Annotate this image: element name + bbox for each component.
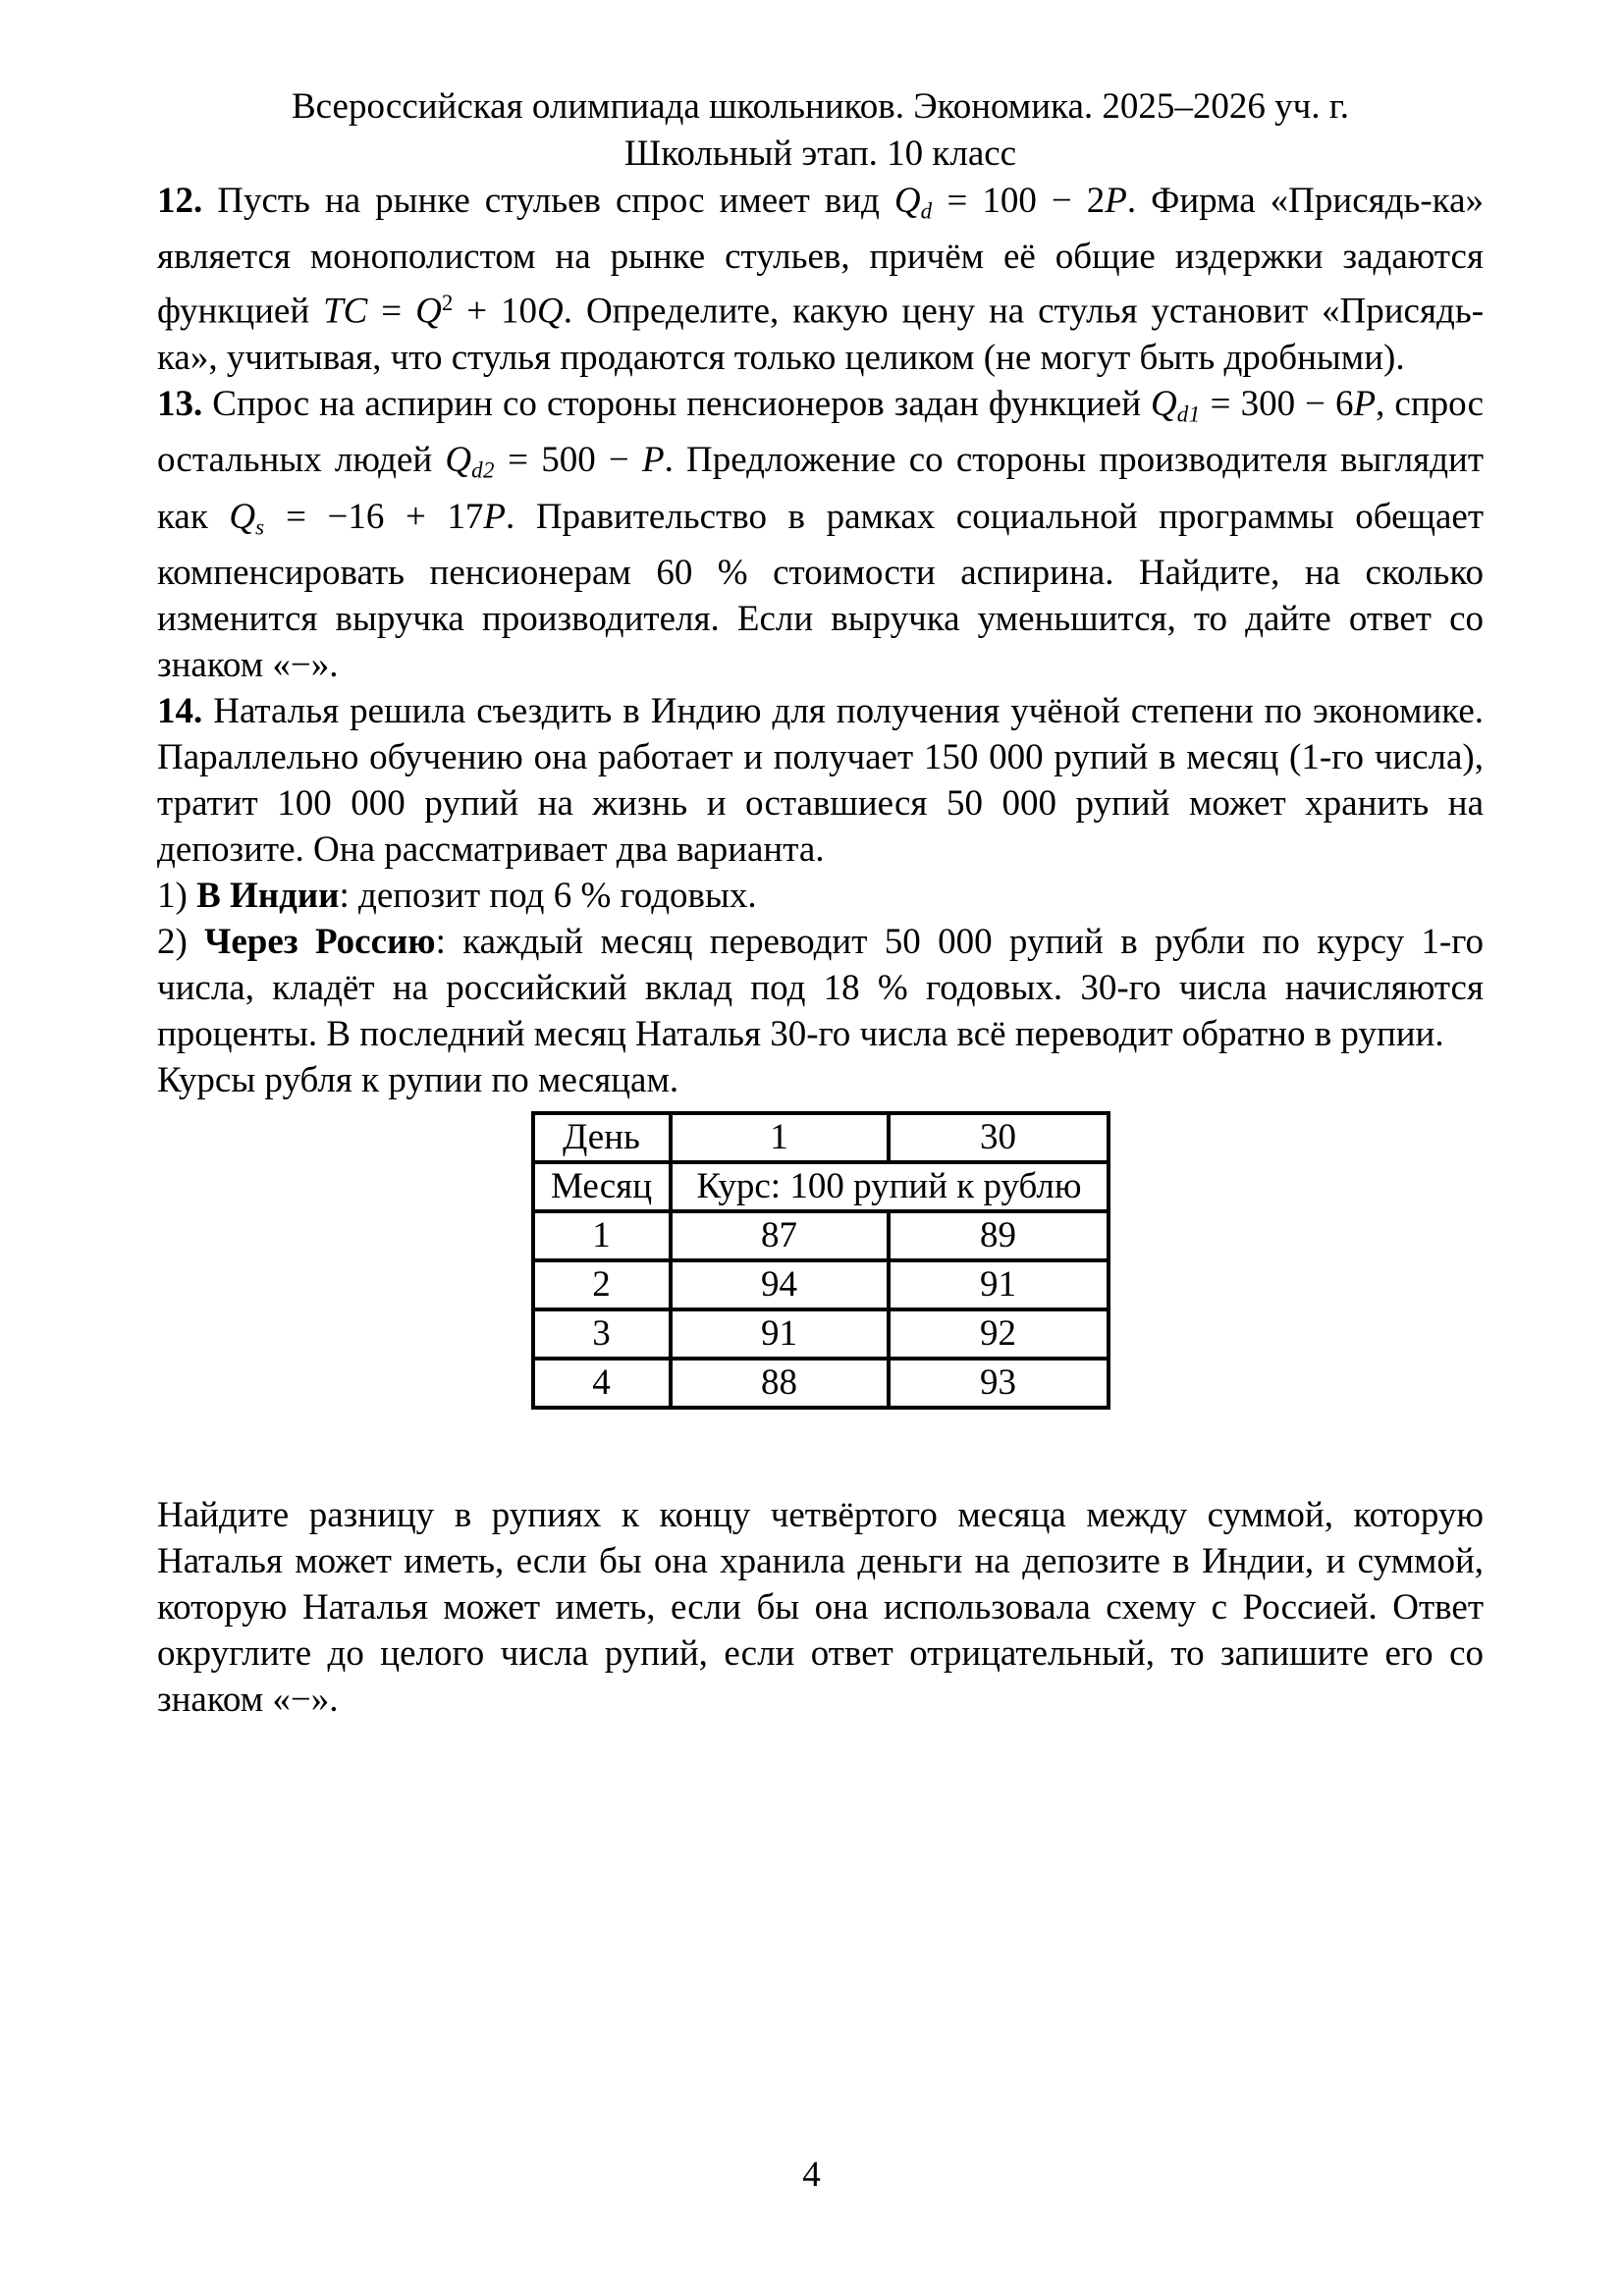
table-row bbox=[533, 1260, 1109, 1309]
table-cell: 88 bbox=[671, 1359, 889, 1408]
problem-13-paragraph: 13. Спрос на аспирин со стороны пенсионеров задан функцией Qd1 = 300 − 6P, спрос остальных людей Qd2 = 500 − P. Предложение со стороны производителя выглядит как Qs = −16 + 17P. Правительство в рамках социальной программы обещает компенсировать пенсионерам 60 % стоимости аспирина. Найдите, на сколько изменится выручка производителя. Если выручка уменьшится, то дайте ответ со знаком «−». bbox=[157, 384, 1485, 686]
table-row bbox=[533, 1359, 1109, 1408]
table-cell: 92 bbox=[889, 1309, 1109, 1359]
table-cell: 87 bbox=[671, 1211, 889, 1260]
table-cell-day-1: 1 bbox=[671, 1113, 889, 1162]
table-cell: 1 bbox=[533, 1211, 671, 1260]
problem-14-option-1: 1) В Индии: депозит под 6 % годовых. bbox=[157, 876, 757, 917]
table-cell-rate-header: Курс: 100 рупий к рублю bbox=[671, 1162, 1109, 1211]
table-header-row-month bbox=[533, 1162, 1109, 1211]
exchange-rate-table bbox=[531, 1111, 1110, 1410]
table-cell: 2 bbox=[533, 1260, 671, 1309]
header-line-2: Школьный этап. 10 класс bbox=[623, 133, 1017, 174]
problem-14-option-2: 2) Через Россию: каждый месяц переводит 50 000 рупий в рубли по курсу 1-го числа, кладёт на российский вклад под 18 % годовых. 30-го числа начисляются проценты. В последний месяц Наталья 30-го числа всё переводит обратно в рупии. bbox=[157, 922, 1485, 1055]
table-cell: 4 bbox=[533, 1359, 671, 1408]
table-cell-day-30: 30 bbox=[889, 1113, 1109, 1162]
problem-12-paragraph: 12. Пусть на рынке стульев спрос имеет вид Qd = 100 − 2P. Фирма «Присядь-ка» является монополистом на рынке стульев, причём её общие издержки задаются функцией TC = $Q^2 + 10Q$. Определите, какую цену на стулья установит «Присядь-ка», учитывая, что стулья продаются только целиком (не могут быть дробными). bbox=[157, 181, 1485, 379]
table-header-row-day bbox=[533, 1113, 1109, 1162]
table-cell: 91 bbox=[671, 1309, 889, 1359]
table-cell-month-label: Месяц bbox=[533, 1162, 671, 1211]
table-row bbox=[533, 1309, 1109, 1359]
table-row bbox=[533, 1211, 1109, 1260]
table-cell: 91 bbox=[889, 1260, 1109, 1309]
page-number: 4 bbox=[802, 2155, 821, 2195]
table-cell: 93 bbox=[889, 1359, 1109, 1408]
page-header bbox=[157, 83, 1484, 178]
table-cell: 3 bbox=[533, 1309, 671, 1359]
header-line-1: Всероссийская олимпиада школьников. Экономика. 2025–2026 уч. г. bbox=[292, 86, 1349, 127]
table-caption: Курсы рубля к рупии по месяцам. bbox=[157, 1060, 679, 1101]
final-question-paragraph: Найдите разницу в рупиях к концу четвёртого месяца между суммой, которую Наталья может иметь, если бы она хранила деньги на депозите в Индии, и суммой, которую Наталья может иметь, если бы она использовала схему с Россией. Ответ округлите до целого числа рупий, если ответ отрицательный, то запишите его со знаком «−». bbox=[157, 1495, 1484, 1721]
problem-14-paragraph: 14. Наталья решила съездить в Индию для получения учёной степени по экономике. Параллельно обучению она работает и получает 150 000 рупий в месяц (1-го числа), тратит 100 000 рупий на жизнь и оставшиеся 50 000 рупий может хранить на депозите. Она рассматривает два варианта. bbox=[157, 691, 1484, 871]
table-cell: 89 bbox=[889, 1211, 1109, 1260]
table-cell-day-label: День bbox=[533, 1113, 671, 1162]
table-cell: 94 bbox=[671, 1260, 889, 1309]
